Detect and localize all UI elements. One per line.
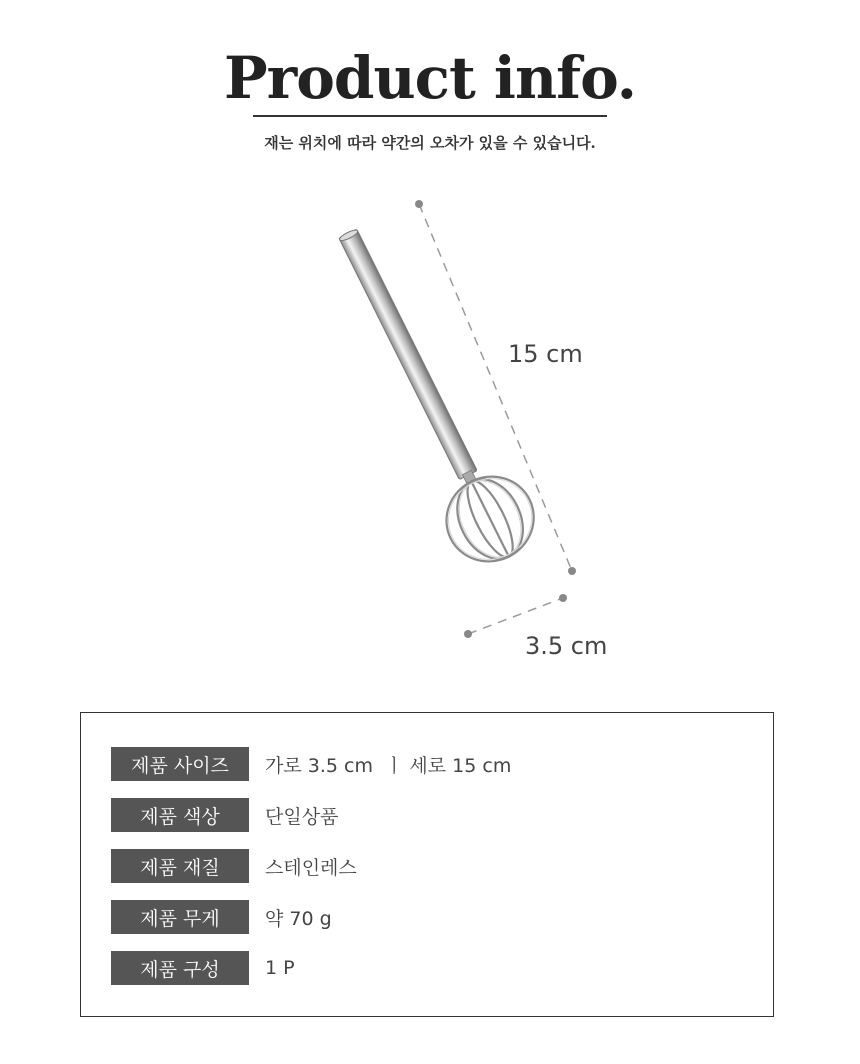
spec-table [80,712,774,1017]
spec-label: 제품 색상 [111,798,249,832]
length-dimension-line [415,200,576,575]
spec-row-material [111,849,357,883]
whisk-figure [0,180,860,680]
width-label: 3.5 cm [525,632,608,660]
spec-row-weight [111,900,332,934]
spec-value: 1 P [265,957,295,979]
title-underline [253,115,607,117]
whisk-image [308,213,548,576]
spec-row-size [111,747,511,781]
spec-value: 가로 3.5 cm ㅣ 세로 15 cm [265,754,512,777]
spec-value: 스테인레스 [265,856,357,879]
measurement-notice: 재는 위치에 따라 약간의 오차가 있을 수 있습니다. [264,134,596,152]
spec-label: 제품 무게 [111,900,249,934]
whisk-handle [339,229,477,480]
spec-row-composition [111,951,295,985]
spec-row-color [111,798,338,832]
spec-label: 제품 재질 [111,849,249,883]
page-title: Product info. [224,44,636,112]
spec-label: 제품 사이즈 [111,747,249,781]
spec-label: 제품 구성 [111,951,249,985]
spec-value: 약 70 g [265,907,332,930]
length-label: 15 cm [508,340,583,368]
spec-value: 단일상품 [265,805,339,828]
